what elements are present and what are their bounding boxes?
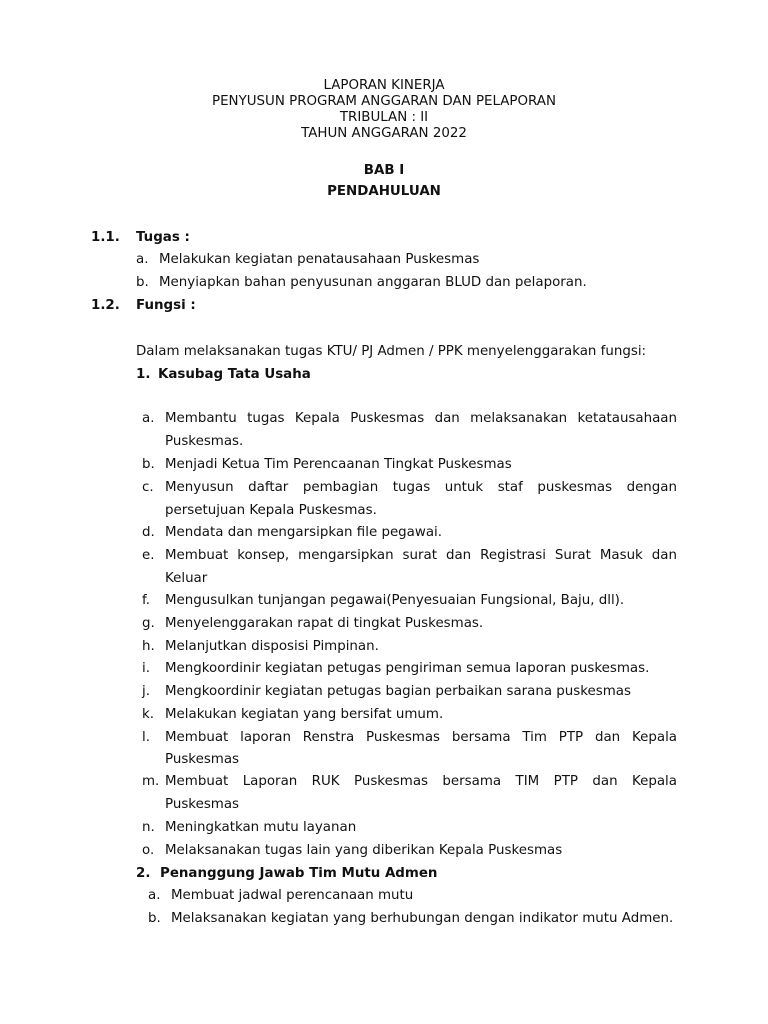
- kasubag-item-mark: m.: [142, 774, 160, 789]
- report-subtitle: PENYUSUN PROGRAM ANGGARAN DAN PELAPORAN: [212, 94, 556, 109]
- kasubag-item-line: Membuat Laporan RUK Puskesmas bersama TIM PTP dan Kepala: [165, 774, 677, 789]
- kasubag-item-line: Mengkoordinir kegiatan petugas pengiriman semua laporan puskesmas.: [165, 661, 650, 676]
- section-title-fungsi: Fungsi :: [136, 298, 196, 313]
- kasubag-item-line: Melakukan kegiatan yang bersifat umum.: [165, 707, 444, 722]
- kasubag-item-line-cont: persetujuan Kepala Puskesmas.: [165, 503, 377, 518]
- kasubag-item-mark: e.: [142, 548, 155, 563]
- kasubag-item-line-cont: Puskesmas.: [165, 434, 244, 449]
- subsection-number-2: 2.: [136, 866, 151, 881]
- mutu-item-mark-b: b.: [148, 911, 161, 926]
- kasubag-item-line: Meningkatkan mutu layanan: [165, 820, 357, 835]
- section-number-1-1: 1.1.: [91, 230, 120, 245]
- mutu-item-a: Membuat jadwal perencanaan mutu: [171, 888, 414, 903]
- kasubag-item-mark: c.: [142, 480, 154, 495]
- section-title-tugas: Tugas :: [136, 230, 190, 245]
- kasubag-item-mark: h.: [142, 639, 155, 654]
- kasubag-item-line-cont: Keluar: [165, 571, 208, 586]
- chapter-title: PENDAHULUAN: [327, 184, 441, 199]
- kasubag-item-line: Melanjutkan disposisi Pimpinan.: [165, 639, 379, 654]
- kasubag-item-line: Menyusun daftar pembagian tugas untuk staf puskesmas dengan: [165, 480, 677, 495]
- kasubag-item-mark: b.: [142, 457, 155, 472]
- kasubag-item-line: Membuat konsep, mengarsipkan surat dan Registrasi Surat Masuk dan: [165, 548, 677, 563]
- tugas-item-b: Menyiapkan bahan penyusunan anggaran BLUD dan pelaporan.: [159, 275, 587, 290]
- kasubag-item-mark: g.: [142, 616, 155, 631]
- report-period: TRIBULAN : II: [339, 110, 429, 125]
- mutu-item-mark-a: a.: [148, 888, 161, 903]
- tugas-item-mark-a: a.: [136, 252, 149, 267]
- kasubag-item-line: Membantu tugas Kepala Puskesmas dan melaksanakan ketatausahaan: [165, 411, 677, 426]
- kasubag-item-mark: k.: [142, 707, 155, 722]
- kasubag-item-mark: a.: [142, 411, 155, 426]
- kasubag-item-mark: f.: [142, 593, 150, 608]
- kasubag-item-mark: n.: [142, 820, 155, 835]
- chapter-number: BAB I: [363, 163, 405, 178]
- section-number-1-2: 1.2.: [91, 298, 120, 313]
- tugas-item-a: Melakukan kegiatan penatausahaan Puskesmas: [159, 252, 480, 267]
- kasubag-item-line: Menjadi Ketua Tim Perencaanan Tingkat Puskesmas: [165, 457, 512, 472]
- report-year: TAHUN ANGGARAN 2022: [301, 126, 467, 141]
- subsection-title-mutu: Penanggung Jawab Tim Mutu Admen: [160, 866, 438, 881]
- kasubag-item-line: Membuat laporan Renstra Puskesmas bersama Tim PTP dan Kepala: [165, 730, 677, 745]
- subsection-title-kasubag: Kasubag Tata Usaha: [158, 367, 311, 382]
- subsection-number-1: 1.: [136, 367, 151, 382]
- kasubag-item-line: Mengkoordinir kegiatan petugas bagian perbaikan sarana puskesmas: [165, 684, 631, 699]
- tugas-item-mark-b: b.: [136, 275, 149, 290]
- kasubag-item-line-cont: Puskesmas: [165, 797, 240, 812]
- kasubag-item-mark: l.: [142, 730, 150, 745]
- kasubag-item-line-cont: Puskesmas: [165, 752, 240, 767]
- kasubag-item-mark: o.: [142, 843, 155, 858]
- fungsi-intro: Dalam melaksanakan tugas KTU/ PJ Admen / PPK menyelenggarakan fungsi:: [136, 344, 647, 359]
- kasubag-item-mark: j.: [142, 684, 150, 699]
- kasubag-item-line: Mengusulkan tunjangan pegawai(Penyesuaian Fungsional, Baju, dll).: [165, 593, 625, 608]
- kasubag-item-mark: d.: [142, 525, 155, 540]
- kasubag-item-line: Menyelenggarakan rapat di tingkat Puskesmas.: [165, 616, 484, 631]
- kasubag-item-mark: i.: [142, 661, 150, 676]
- kasubag-item-line: Melaksanakan tugas lain yang diberikan Kepala Puskesmas: [165, 843, 563, 858]
- kasubag-item-line: Mendata dan mengarsipkan file pegawai.: [165, 525, 443, 540]
- mutu-item-b: Melaksanakan kegiatan yang berhubungan dengan indikator mutu Admen.: [171, 911, 674, 926]
- report-title: LAPORAN KINERJA: [323, 78, 445, 93]
